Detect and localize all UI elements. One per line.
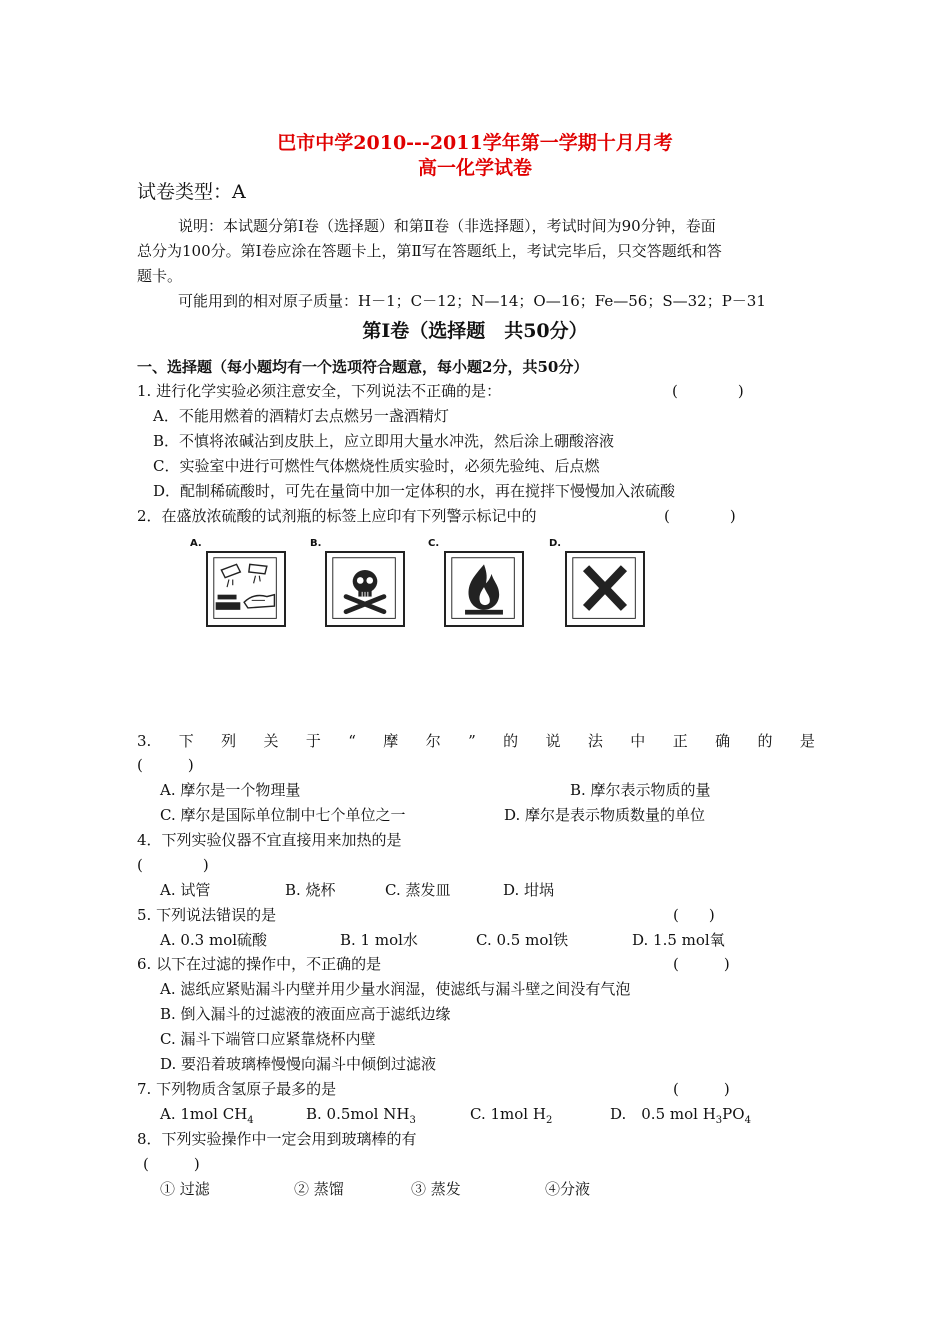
q7-option-d xyxy=(610,1104,751,1131)
sign-label-b: B. xyxy=(310,538,322,549)
q3-option-a: A. 摩尔是一个物理量 xyxy=(160,781,301,799)
q7-c-text: C. 1mol H xyxy=(470,1105,546,1123)
q7-b-sub: 3 xyxy=(409,1115,416,1126)
q1-option-c: C．实验室中进行可燃性气体燃烧性质实验时，必须先验纯、后点燃 xyxy=(153,457,600,475)
q4-stem: 4．下列实验仪器不宜直接用来加热的是 xyxy=(137,831,402,849)
q4-answer-blank: ( ) xyxy=(137,856,209,874)
q4-option-c: C. 蒸发皿 xyxy=(385,881,451,899)
q6-option-b: B. 倒入漏斗的过滤液的液面应高于滤纸边缘 xyxy=(160,1005,451,1023)
section-title: 第Ⅰ卷（选择题 共50分） xyxy=(362,320,588,342)
exam-subtitle: 高一化学试卷 xyxy=(417,157,532,179)
q7-b-text: B. 0.5mol NH xyxy=(306,1105,410,1123)
q8-option-1: ① 过滤 xyxy=(160,1180,210,1198)
atomic-masses: 可能用到的相对原子质量：H－1；C－12；N—14；O—16；Fe—56；S—32；P－31 xyxy=(178,292,766,310)
q7-answer-blank: ( ) xyxy=(673,1080,730,1098)
q4-option-b: B. 烧杯 xyxy=(285,881,336,899)
q8-answer-blank: ( ) xyxy=(143,1155,200,1173)
q8-option-3: ③ 蒸发 xyxy=(411,1180,461,1198)
q7-d-sub1: 3 xyxy=(715,1115,723,1126)
sign-label-d: D. xyxy=(549,538,562,549)
q3-char: 关 xyxy=(263,732,279,750)
q4-option-d: D. 坩埚 xyxy=(503,881,555,899)
q8-option-2: ② 蒸馏 xyxy=(294,1180,344,1198)
q6-answer-blank: ( ) xyxy=(673,955,730,973)
q6-option-d: D. 要沿着玻璃棒慢慢向漏斗中倾倒过滤液 xyxy=(160,1055,437,1073)
q2-answer-blank: ( ) xyxy=(664,507,736,525)
q3-char: ” xyxy=(468,732,476,750)
q1-option-a: A．不能用燃着的酒精灯去点燃另一盏酒精灯 xyxy=(153,407,449,425)
q3-char: 法 xyxy=(587,732,603,750)
q5-option-c: C. 0.5 mol铁 xyxy=(476,931,569,949)
q7-option-a xyxy=(160,1104,254,1131)
q7-d-sub2: 4 xyxy=(744,1115,751,1126)
q3-char: 摩 xyxy=(383,732,399,750)
q7-option-c xyxy=(470,1104,552,1131)
q7-option-b xyxy=(306,1104,416,1131)
q7-d-mid: PO xyxy=(722,1105,745,1123)
q3-option-d: D. 摩尔是表示物质数量的单位 xyxy=(504,806,706,824)
corrosive-icon xyxy=(206,551,286,627)
q3-char: 于 xyxy=(305,732,321,750)
q3-char: 下 xyxy=(178,732,194,750)
q5-answer-blank: ( ) xyxy=(673,906,715,924)
q1-option-d: D．配制稀硫酸时，可先在量筒中加一定体积的水，再在搅拌下慢慢加入浓硫酸 xyxy=(153,482,676,500)
q6-stem: 6. 以下在过滤的操作中，不正确的是 xyxy=(137,955,382,973)
q3-char: “ xyxy=(348,732,356,750)
q3-stem xyxy=(137,731,815,751)
q7-a-sub: 4 xyxy=(247,1115,254,1126)
q7-c-sub: 2 xyxy=(545,1115,553,1126)
q3-option-c: C. 摩尔是国际单位制中七个单位之一 xyxy=(160,806,406,824)
q3-char: 的 xyxy=(503,732,519,750)
q2-stem: 2．在盛放浓硫酸的试剂瓶的标签上应印有下列警示标记中的 xyxy=(137,507,537,525)
flame-icon xyxy=(444,551,524,627)
q8-stem: 8．下列实验操作中一定会用到玻璃棒的有 xyxy=(137,1130,417,1148)
q3-char: 的 xyxy=(757,732,773,750)
q3-char: 确 xyxy=(715,732,731,750)
q5-stem: 5. 下列说法错误的是 xyxy=(137,906,277,924)
q8-option-4: ④分液 xyxy=(545,1180,591,1198)
instructions-line3: 题卡。 xyxy=(137,267,183,285)
instructions-line1: 说明：本试题分第Ⅰ卷（选择题）和第Ⅱ卷（非选择题），考试时间为90分钟，卷面 xyxy=(178,217,716,235)
q6-option-c: C. 漏斗下端管口应紧靠烧杯内壁 xyxy=(160,1030,376,1048)
harmful-x-icon xyxy=(565,551,645,627)
q4-option-a: A. 试管 xyxy=(160,881,211,899)
q3-char: 中 xyxy=(630,732,646,750)
paper-type: 试卷类型：A xyxy=(137,181,246,203)
q3-answer-blank: ( ) xyxy=(137,756,194,774)
q3-char: 列 xyxy=(221,732,237,750)
q7-d-text: D. 0.5 mol H xyxy=(610,1105,716,1123)
instructions-line2: 总分为100分。第Ⅰ卷应涂在答题卡上，第Ⅱ写在答题纸上，考试完毕后，只交答题纸和答 xyxy=(137,242,722,260)
skull-crossbones-icon xyxy=(325,551,405,627)
sign-label-c: C. xyxy=(428,538,440,549)
q5-option-d: D. 1.5 mol氧 xyxy=(632,931,725,949)
q6-option-a: A. 滤纸应紧贴漏斗内壁并用少量水润湿，使滤纸与漏斗壁之间没有气泡 xyxy=(160,980,631,998)
q1-option-b: B．不慎将浓碱沾到皮肤上，应立即用大量水冲洗，然后涂上硼酸溶液 xyxy=(153,432,615,450)
sign-label-a: A. xyxy=(190,538,202,549)
exam-title: 巴市中学2010---2011学年第一学期十月月考 xyxy=(277,132,673,154)
section-heading: 一、选择题（每小题均有一个选项符合题意，每小题2分，共50分） xyxy=(137,358,589,376)
q3-char: 尔 xyxy=(425,732,441,750)
q7-a-text: A. 1mol CH xyxy=(160,1105,248,1123)
q5-option-b: B. 1 mol水 xyxy=(340,931,418,949)
q1-answer-blank: ( ) xyxy=(672,382,744,400)
q3-char: 是 xyxy=(799,732,815,750)
q1-stem: 1. 进行化学实验必须注意安全，下列说法不正确的是： xyxy=(137,382,502,400)
q7-stem: 7. 下列物质含氢原子最多的是 xyxy=(137,1080,337,1098)
q5-option-a: A. 0.3 mol硫酸 xyxy=(160,931,268,949)
q3-char: 3. xyxy=(137,732,152,750)
q3-option-b: B. 摩尔表示物质的量 xyxy=(570,781,711,799)
q3-char: 正 xyxy=(672,732,688,750)
q3-char: 说 xyxy=(545,732,561,750)
